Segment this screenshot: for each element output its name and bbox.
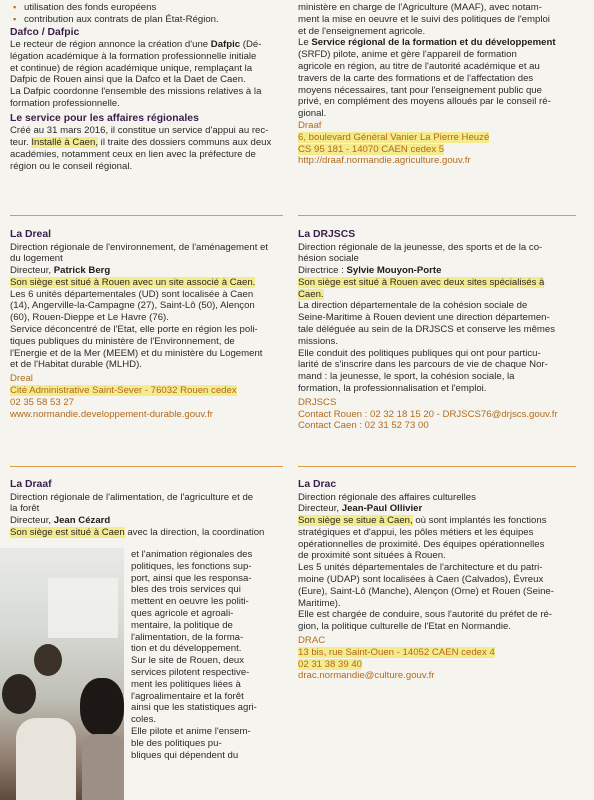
text-line: ainsi que les statistiques agri- (131, 702, 257, 714)
director-name: Jean Cézard (53, 515, 111, 527)
text-line: Sur le site de Rouen, deux (131, 655, 245, 667)
highlight: Son siège est situé à Rouen avec un site associé à Caen. (10, 276, 256, 288)
text-line: Direction régionale de l'environnement, de l'aménagement et (10, 241, 269, 253)
text-line: teur. Installé à Caen, il traite des dossiers communs aux deux (10, 137, 272, 149)
director-line: Directeur, Patrick Berg (10, 265, 111, 277)
text-line: région ou le conseil régional. (10, 160, 133, 172)
text-line: La Dafpic coordonne l'ensemble des missions relatives à la (10, 86, 262, 98)
text-line: Elle conduit des politiques publiques qui ont pour particu- (298, 347, 541, 359)
text-line: bliques qui dépendent du (131, 749, 239, 761)
seat-line (10, 277, 283, 289)
dreal-section (10, 228, 283, 420)
text-line: et l'animation régionales des (131, 549, 253, 560)
text-line: ques agricole et agroali- (131, 607, 234, 619)
text-line: (14), Angerville-la-Campagne (27), Saint-Lô (50), Alençon (10, 300, 255, 312)
text-line: l'agroalimentaire et la forêt (131, 690, 244, 702)
text-line: ment la mise en oeuvre et le suivi des politiques de l'emploi (298, 13, 550, 25)
contact-address: 13 bis, rue Saint-Ouen - 14052 CAEN cedex 4 (298, 646, 495, 658)
text-line: et de l'enseignement agricole. (298, 25, 426, 37)
text-line: La direction départementale de la cohésion sociale de (298, 300, 528, 312)
director-name: Sylvie Mouyon-Porte (346, 265, 442, 277)
list-item: ▪ utilisation des fonds européens (10, 2, 283, 14)
divider (10, 215, 283, 216)
text-line: (60), Rouen-Dieppe et Le Havre (76). (10, 312, 169, 324)
text-line: missions. (298, 335, 338, 347)
text-line: Seine-Maritime à Rouen devient une direction départemen- (298, 312, 550, 324)
text-line: Les 5 unités départementales de l'architecture et du patri- (298, 562, 543, 574)
text-line: formation professionnelle. (10, 98, 120, 110)
draaf-wrap-text (131, 549, 283, 761)
contact-email[interactable]: drac.normandie@culture.gouv.fr (298, 670, 435, 682)
draaf-section (10, 478, 284, 539)
director-line: Directeur, Jean-Paul Ollivier (298, 503, 423, 515)
text-line: ble des politiques pu- (131, 737, 222, 749)
paragraph: Le recteur de région annonce la création d'une Dafpic (Dé- (10, 39, 262, 51)
text-line: du logement (10, 253, 63, 265)
text-line: bles des trois services qui (131, 584, 241, 596)
text-line: coles. (131, 714, 157, 726)
seat-line: Son siège se situe à Caen, où sont implantés les fonctions (298, 515, 547, 527)
contact-phone: 02 35 58 53 27 (10, 396, 75, 408)
contact-org: DRAC (298, 635, 326, 647)
paragraph: Le Service régional de la formation et du développement (298, 37, 556, 49)
text-line: tiques publiques du ministère de l'Environnement, de (10, 335, 235, 347)
list-item: ▪ contribution aux contrats de plan État-Région. (10, 14, 283, 26)
contact-url[interactable]: www.normandie.developpement-durable.gouv.fr (10, 408, 214, 420)
text-line: (Eure), Saint-Lô (Manche), Alençon (Orne) et Rouen (Seine- (298, 585, 554, 597)
drac-section (298, 478, 576, 682)
contact-caen: Contact Caen : 02 31 52 73 00 (298, 420, 429, 432)
text-line: Direction régionale des affaires culturelles (298, 491, 476, 503)
director-line: Directrice : Sylvie Mouyon-Porte (298, 265, 442, 277)
text-line: et de l'Habitat durable (MLHD). (10, 359, 142, 371)
text-line: Créé au 31 mars 2016, il constitue un service d'appui au rec- (10, 125, 269, 137)
highlight: Son siège est situé à Rouen avec deux sites spécialisés à (298, 276, 545, 288)
text-line: larité de s'inscrire dans les parcours de vie de chaque Nor- (298, 359, 548, 371)
highlight: Son siège est situé à Caen (10, 526, 125, 538)
highlight: Installé à Caen, (31, 137, 99, 149)
seat-line (298, 289, 576, 301)
text-line: agricole en région, au titre de l'autorité académique et au (298, 60, 540, 72)
text-line: Direction régionale de la jeunesse, des sports et de la co- (298, 241, 543, 253)
contact-address: CS 95 181 - 14070 CAEN cedex 5 (298, 143, 445, 155)
text-line: gional. (298, 108, 327, 120)
text-line: services pilotent respective- (131, 666, 250, 678)
text-line: de proximité sont situées à Rouen. (298, 550, 446, 562)
section-heading-dafco: Dafco / Dafpic (10, 26, 80, 38)
section-heading-drac: La Drac (298, 479, 337, 490)
text-line: opérationnelles de proximité. Des équipes opérationnelles (298, 538, 545, 550)
text-line: Elle est chargée de conduire, sous l'autorité du préfet de ré- (298, 609, 553, 621)
text-line: Service déconcentré de l'Etat, elle porte en région les poli- (10, 324, 258, 336)
section-heading-drjscs: La DRJSCS (298, 229, 356, 240)
contact-address: 6, boulevard Général Vanier La Pierre Heuzé (298, 131, 490, 143)
contact-rouen[interactable]: Contact Rouen : 02 32 18 15 20 - DRJSCS76@drjscs.gouv.fr (298, 408, 558, 420)
text-line: moine (UDAP) sont localisées à Caen (Calvados), Évreux (298, 574, 544, 586)
text-line: Maritime). (298, 597, 341, 609)
text-line: privé, en complément des moyens alloués par le conseil ré- (298, 96, 551, 108)
contact-url[interactable]: http://draaf.normandie.agriculture.gouv.fr (298, 155, 471, 167)
text-line: hésion sociale (298, 253, 359, 265)
contact-org: Draaf (298, 119, 322, 131)
director-line: Directeur, Jean Cézard (10, 515, 111, 527)
text-line: tale déléguée au sein de la DRJSCS et conserve les mêmes (298, 324, 556, 336)
text-line: Dafpic de Rouen ainsi que la Dafco et la Daet de Caen. (10, 74, 246, 86)
divider (10, 466, 283, 467)
photo-people-image (0, 548, 124, 800)
text-line: l'Energie et de la Mer (MEEM) et du ministère du Logement (10, 347, 263, 359)
text-line: moyens nécessaires, tant pour l'enseignement public que (298, 84, 542, 96)
text-line: tion et du développement. (131, 643, 242, 655)
seat-line (298, 277, 576, 289)
highlight: Caen. (298, 288, 324, 300)
text-line: académies, notamment ceux en lien avec la préfecture de (10, 148, 256, 160)
text-line: mentaire, la politique de (131, 619, 233, 631)
text-line: Elle pilote et anime l'ensem- (131, 725, 251, 737)
divider (298, 466, 576, 467)
text-line: l'alimentation, de la forma- (131, 631, 244, 643)
text-line: mand : la jeunesse, le sport, la cohésion sociale, la (298, 371, 515, 383)
contact-address: Cité Administrative Saint-Sever - 76032 Rouen cedex (10, 385, 237, 397)
divider (298, 215, 576, 216)
text-line: la forêt (10, 503, 40, 515)
highlight: Son siège se situe à Caen, (298, 515, 413, 527)
text-line: stratégiques et d'appui, les pôles métiers et les équipes (298, 526, 534, 538)
text-line: Direction régionale de l'alimentation, de l'agriculture et de (10, 491, 254, 503)
right-top-section (298, 2, 576, 167)
text-line: Les 6 unités départementales (UD) sont localisée à Caen (10, 288, 254, 300)
director-name: Patrick Berg (53, 265, 111, 277)
seat-line: Son siège est situé à Caen avec la direction, la coordination (10, 526, 265, 538)
contact-org: Dreal (10, 373, 33, 385)
section-heading-service: Le service pour les affaires régionales (10, 112, 199, 124)
text-line: mettent en oeuvre les politi- (131, 596, 249, 608)
director-name: Jean-Paul Ollivier (341, 503, 423, 515)
text-line: ment les politiques liées à (131, 678, 241, 690)
text-line: (SRFD) pilote, anime et gère l'appareil de formation (298, 49, 517, 61)
text-line: formation, la professionnalisation et l'emploi. (298, 383, 487, 395)
text-line: ministère en charge de l'Agriculture (MAAF), avec notam- (298, 2, 542, 13)
section-heading-dreal: La Dreal (10, 229, 52, 240)
contact-org: DRJSCS (298, 396, 337, 408)
section-heading-draaf: La Draaf (10, 479, 52, 490)
text-line: travers de la carte des formations et de l'affectation des (298, 72, 534, 84)
drjscs-section (298, 228, 576, 432)
left-top-section (10, 2, 283, 173)
text-line: légation académique à la formation professionnelle initiale (10, 50, 257, 62)
text-line: politiques, les fonctions sup- (131, 560, 252, 572)
contact-phone: 02 31 38 39 40 (298, 658, 363, 670)
text-line: et continue) de région académique unique, remplaçant la (10, 62, 253, 74)
text-line: gion, la politique culturelle de l'Etat en Normandie. (298, 621, 512, 633)
text-line: port, ainsi que les responsa- (131, 572, 252, 584)
